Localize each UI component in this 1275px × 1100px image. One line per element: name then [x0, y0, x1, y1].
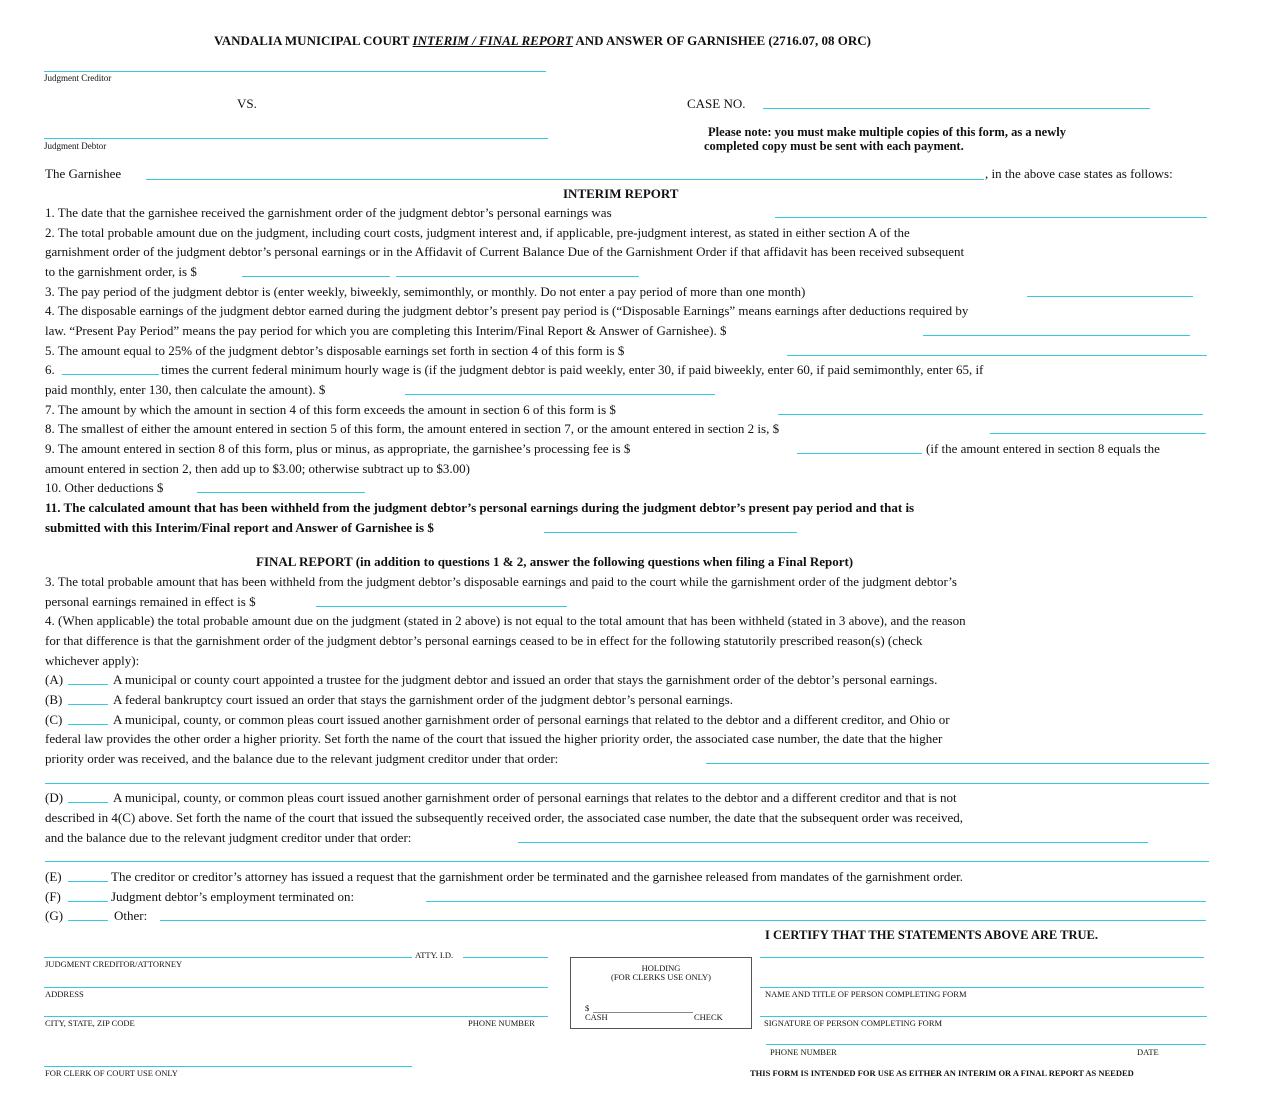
interim-line-6b: paid monthly, enter 130, then calculate the amount). $	[45, 382, 326, 397]
certify-statement: I CERTIFY THAT THE STATEMENTS ABOVE ARE TRUE.	[765, 928, 1098, 942]
cash-label: CASH	[585, 1012, 608, 1022]
creditor-phone-label: PHONE NUMBER	[468, 1018, 535, 1028]
name-title-label: NAME AND TITLE OF PERSON COMPLETING FORM	[765, 989, 967, 999]
field-1-line[interactable]	[775, 217, 1207, 218]
interim-line-3: 3. The pay period of the judgment debtor is (enter weekly, biweekly, semimonthly, or monthly. Do not enter a pay period of more than one month)	[45, 284, 806, 299]
holding-title: HOLDING	[641, 963, 681, 973]
field-2-line-b[interactable]	[396, 276, 639, 277]
option-d-label: (D)	[45, 790, 64, 805]
address-label: ADDRESS	[45, 989, 84, 999]
title-part-b: INTERIM / FINAL REPORT	[412, 33, 573, 48]
interim-line-8: 8. The smallest of either the amount entered in section 5 of this form, the amount entered in section 7, or the amount entered in section 2 is, $	[45, 421, 780, 436]
interim-line-9a: 9. The amount entered in section 8 of this form, plus or minus, as appropriate, the garnishee’s processing fee is $	[45, 441, 631, 456]
option-g-text: Other:	[114, 908, 148, 923]
option-c-detail-line-2[interactable]	[45, 783, 1209, 784]
option-d-check-line[interactable]	[68, 802, 108, 803]
option-e-label: (E)	[45, 869, 62, 884]
option-a-text: A municipal or county court appointed a trustee for the judgment debtor and issued an order that stays the garnishment order of the debtor’s personal earnings.	[113, 672, 938, 687]
judgment-debtor-label: Judgment Debtor	[44, 141, 107, 151]
certify-line[interactable]	[760, 957, 1204, 958]
signature-label: SIGNATURE OF PERSON COMPLETING FORM	[764, 1018, 943, 1028]
final-line-4a: 4. (When applicable) the total probable amount due on the judgment (stated in 2 above) is not equal to the total amount that has been withheld (stated in 3 above), and the reason	[45, 613, 966, 628]
name-title-line[interactable]	[760, 987, 1204, 988]
page-title	[214, 33, 871, 49]
interim-line-6a: times the current federal minimum hourly wage is (if the judgment debtor is paid weekly, enter 30, if paid biweekly, enter 60, if paid semimonthly, enter 65, if	[161, 362, 984, 377]
atty-id-line[interactable]	[463, 957, 548, 958]
judgment-debtor-line[interactable]	[44, 138, 548, 139]
check-label: CHECK	[694, 1012, 723, 1022]
option-e-text: The creditor or creditor’s attorney has issued a request that the garnishment order be terminated and the garnishee released from mandates of the garnishment order.	[111, 869, 964, 884]
option-a-check-line[interactable]	[68, 684, 108, 685]
final-heading: FINAL REPORT (in addition to questions 1 & 2, answer the following questions when filing a Final Report)	[256, 554, 854, 569]
option-d-text-1: A municipal, county, or common pleas court issued another garnishment order of personal earnings that relates to the debtor and a different creditor and that is not	[113, 790, 957, 805]
judgment-creditor-line[interactable]	[44, 71, 546, 72]
field-11-line[interactable]	[544, 532, 797, 533]
final-line-3a: 3. The total probable amount that has been withheld from the judgment debtor’s disposable earnings and paid to the court while the garnishment order of the judgment debtor’s	[45, 574, 957, 589]
option-d-text-3: and the balance due to the relevant judgment creditor under that order:	[45, 830, 412, 845]
copies-note-line2: completed copy must be sent with each payment.	[704, 139, 964, 153]
holding-amount-line[interactable]	[593, 1012, 693, 1013]
option-d-detail-line-2[interactable]	[45, 861, 1209, 862]
atty-id-label: ATTY. I.D.	[415, 950, 454, 960]
interim-heading: INTERIM REPORT	[563, 186, 679, 201]
garnishee-states-label: , in the above case states as follows:	[985, 166, 1173, 181]
field-4-line[interactable]	[923, 335, 1190, 336]
interim-line-6-num: 6.	[45, 362, 55, 377]
phone-right-label: PHONE NUMBER	[770, 1047, 837, 1057]
option-e-check-line[interactable]	[68, 881, 108, 882]
option-b-text: A federal bankruptcy court issued an order that stays the garnishment order of the judgment debtor’s personal earnings.	[113, 692, 733, 707]
clerk-use-line[interactable]	[44, 1066, 412, 1067]
option-d-detail-line-1[interactable]	[518, 842, 1148, 843]
address-line[interactable]	[44, 987, 548, 988]
case-no-label: CASE NO.	[687, 96, 746, 111]
field-6-multiplier-line[interactable]	[62, 374, 159, 375]
interim-line-4b: law. “Present Pay Period” means the pay period for which you are completing this Interim/Final Report & Answer of Garnishee). $	[45, 323, 727, 338]
interim-line-2a: 2. The total probable amount due on the judgment, including court costs, judgment interest and, if applicable, pre-judgment interest, as stated in either section A of the	[45, 225, 910, 240]
option-c-text-3: priority order was received, and the balance due to the relevant judgment creditor under that order:	[45, 751, 559, 766]
option-g-check-line[interactable]	[68, 920, 108, 921]
city-state-zip-line[interactable]	[44, 1016, 548, 1017]
title-part-c: AND ANSWER OF GARNISHEE (2716.07, 08 ORC)	[572, 33, 871, 48]
city-state-zip-label: CITY, STATE, ZIP CODE	[45, 1018, 135, 1028]
option-g-label: (G)	[45, 908, 64, 923]
creditor-attorney-label: JUDGMENT CREDITOR/ATTORNEY	[45, 959, 183, 969]
intended-use-note: THIS FORM IS INTENDED FOR USE AS EITHER AN INTERIM OR A FINAL REPORT AS NEEDED	[750, 1068, 1134, 1078]
option-f-text: Judgment debtor’s employment terminated on:	[111, 889, 355, 904]
final-field-3-line[interactable]	[316, 606, 567, 607]
field-9-line[interactable]	[797, 453, 922, 454]
option-b-check-line[interactable]	[68, 704, 108, 705]
holding-box	[570, 957, 752, 1029]
interim-line-1: 1. The date that the garnishee received the garnishment order of the judgment debtor’s personal earnings was	[45, 205, 612, 220]
date-label: DATE	[1137, 1047, 1159, 1057]
copies-note-line1: Please note: you must make multiple copies of this form, as a newly	[708, 125, 1066, 139]
interim-line-9b: amount entered in section 2, then add up to $3.00; otherwise subtract up to $3.00)	[45, 461, 470, 476]
field-3-line[interactable]	[1027, 296, 1193, 297]
field-6-line[interactable]	[405, 394, 715, 395]
option-c-detail-line-1[interactable]	[706, 763, 1209, 764]
option-f-check-line[interactable]	[68, 901, 108, 902]
option-f-date-line[interactable]	[426, 901, 1206, 902]
field-10-line[interactable]	[197, 492, 365, 493]
field-8-line[interactable]	[990, 433, 1206, 434]
final-line-4b: for that difference is that the garnishment order of the judgment debtor’s personal earnings ceased to be in effect for the following statutorily prescribed reason(s) (check	[45, 633, 923, 648]
phone-date-line[interactable]	[766, 1044, 1206, 1045]
field-7-line[interactable]	[778, 414, 1203, 415]
holding-dollar: $	[585, 1003, 590, 1013]
interim-line-2c: to the garnishment order, is $	[45, 264, 197, 279]
option-b-label: (B)	[45, 692, 63, 707]
final-line-3b: personal earnings remained in effect is $	[45, 594, 256, 609]
signature-line[interactable]	[760, 1016, 1207, 1017]
final-line-4c: whichever apply):	[45, 653, 140, 668]
interim-line-9a-tail: (if the amount entered in section 8 equals the	[926, 441, 1160, 456]
garnishee-line[interactable]	[146, 179, 984, 180]
option-c-text-1: A municipal, county, or common pleas court issued another garnishment order of personal earnings that related to the debtor and a different creditor, and Ohio or	[113, 712, 950, 727]
option-f-label: (F)	[45, 889, 61, 904]
judgment-creditor-label: Judgment Creditor	[44, 73, 112, 83]
interim-line-10: 10. Other deductions $	[45, 480, 164, 495]
title-part-a: VANDALIA MUNICIPAL COURT	[214, 33, 413, 48]
field-5-line[interactable]	[787, 355, 1207, 356]
option-a-label: (A)	[45, 672, 64, 687]
option-c-label: (C)	[45, 712, 63, 727]
vs-label: VS.	[237, 96, 257, 111]
interim-line-2b: garnishment order of the judgment debtor’s personal earnings or in the Affidavit of Current Balance Due of the Garnishment Order if that affidavit has been received subsequent	[45, 244, 965, 259]
creditor-attorney-line[interactable]	[44, 957, 412, 958]
interim-line-5: 5. The amount equal to 25% of the judgment debtor’s disposable earnings set forth in section 4 of this form is $	[45, 343, 625, 358]
interim-line-11a: 11. The calculated amount that has been withheld from the judgment debtor’s personal earnings during the judgment debtor’s present pay period and that is	[45, 500, 915, 515]
interim-line-7: 7. The amount by which the amount in section 4 of this form exceeds the amount in section 6 of this form is $	[45, 402, 616, 417]
field-2-line-a[interactable]	[242, 276, 390, 277]
holding-subtitle: (FOR CLERKS USE ONLY)	[611, 972, 711, 982]
garnishee-label: The Garnishee	[45, 166, 122, 181]
interim-line-4a: 4. The disposable earnings of the judgment debtor earned during the judgment debtor’s present pay period is (“Disposable Earnings” means earnings after deductions required by	[45, 303, 969, 318]
option-d-text-2: described in 4(C) above. Set forth the name of the court that issued the subsequently received order, the associated case number, the date that the subsequent order was received,	[45, 810, 964, 825]
clerk-use-label: FOR CLERK OF COURT USE ONLY	[45, 1068, 178, 1078]
option-c-text-2: federal law provides the other order a higher priority. Set forth the name of the court that issued the higher priority order, the associated case number, the date that the higher	[45, 731, 943, 746]
option-g-other-line[interactable]	[160, 920, 1206, 921]
case-no-line[interactable]	[763, 108, 1150, 109]
option-c-check-line[interactable]	[68, 724, 108, 725]
interim-line-11b: submitted with this Interim/Final report and Answer of Garnishee is $	[45, 520, 434, 535]
